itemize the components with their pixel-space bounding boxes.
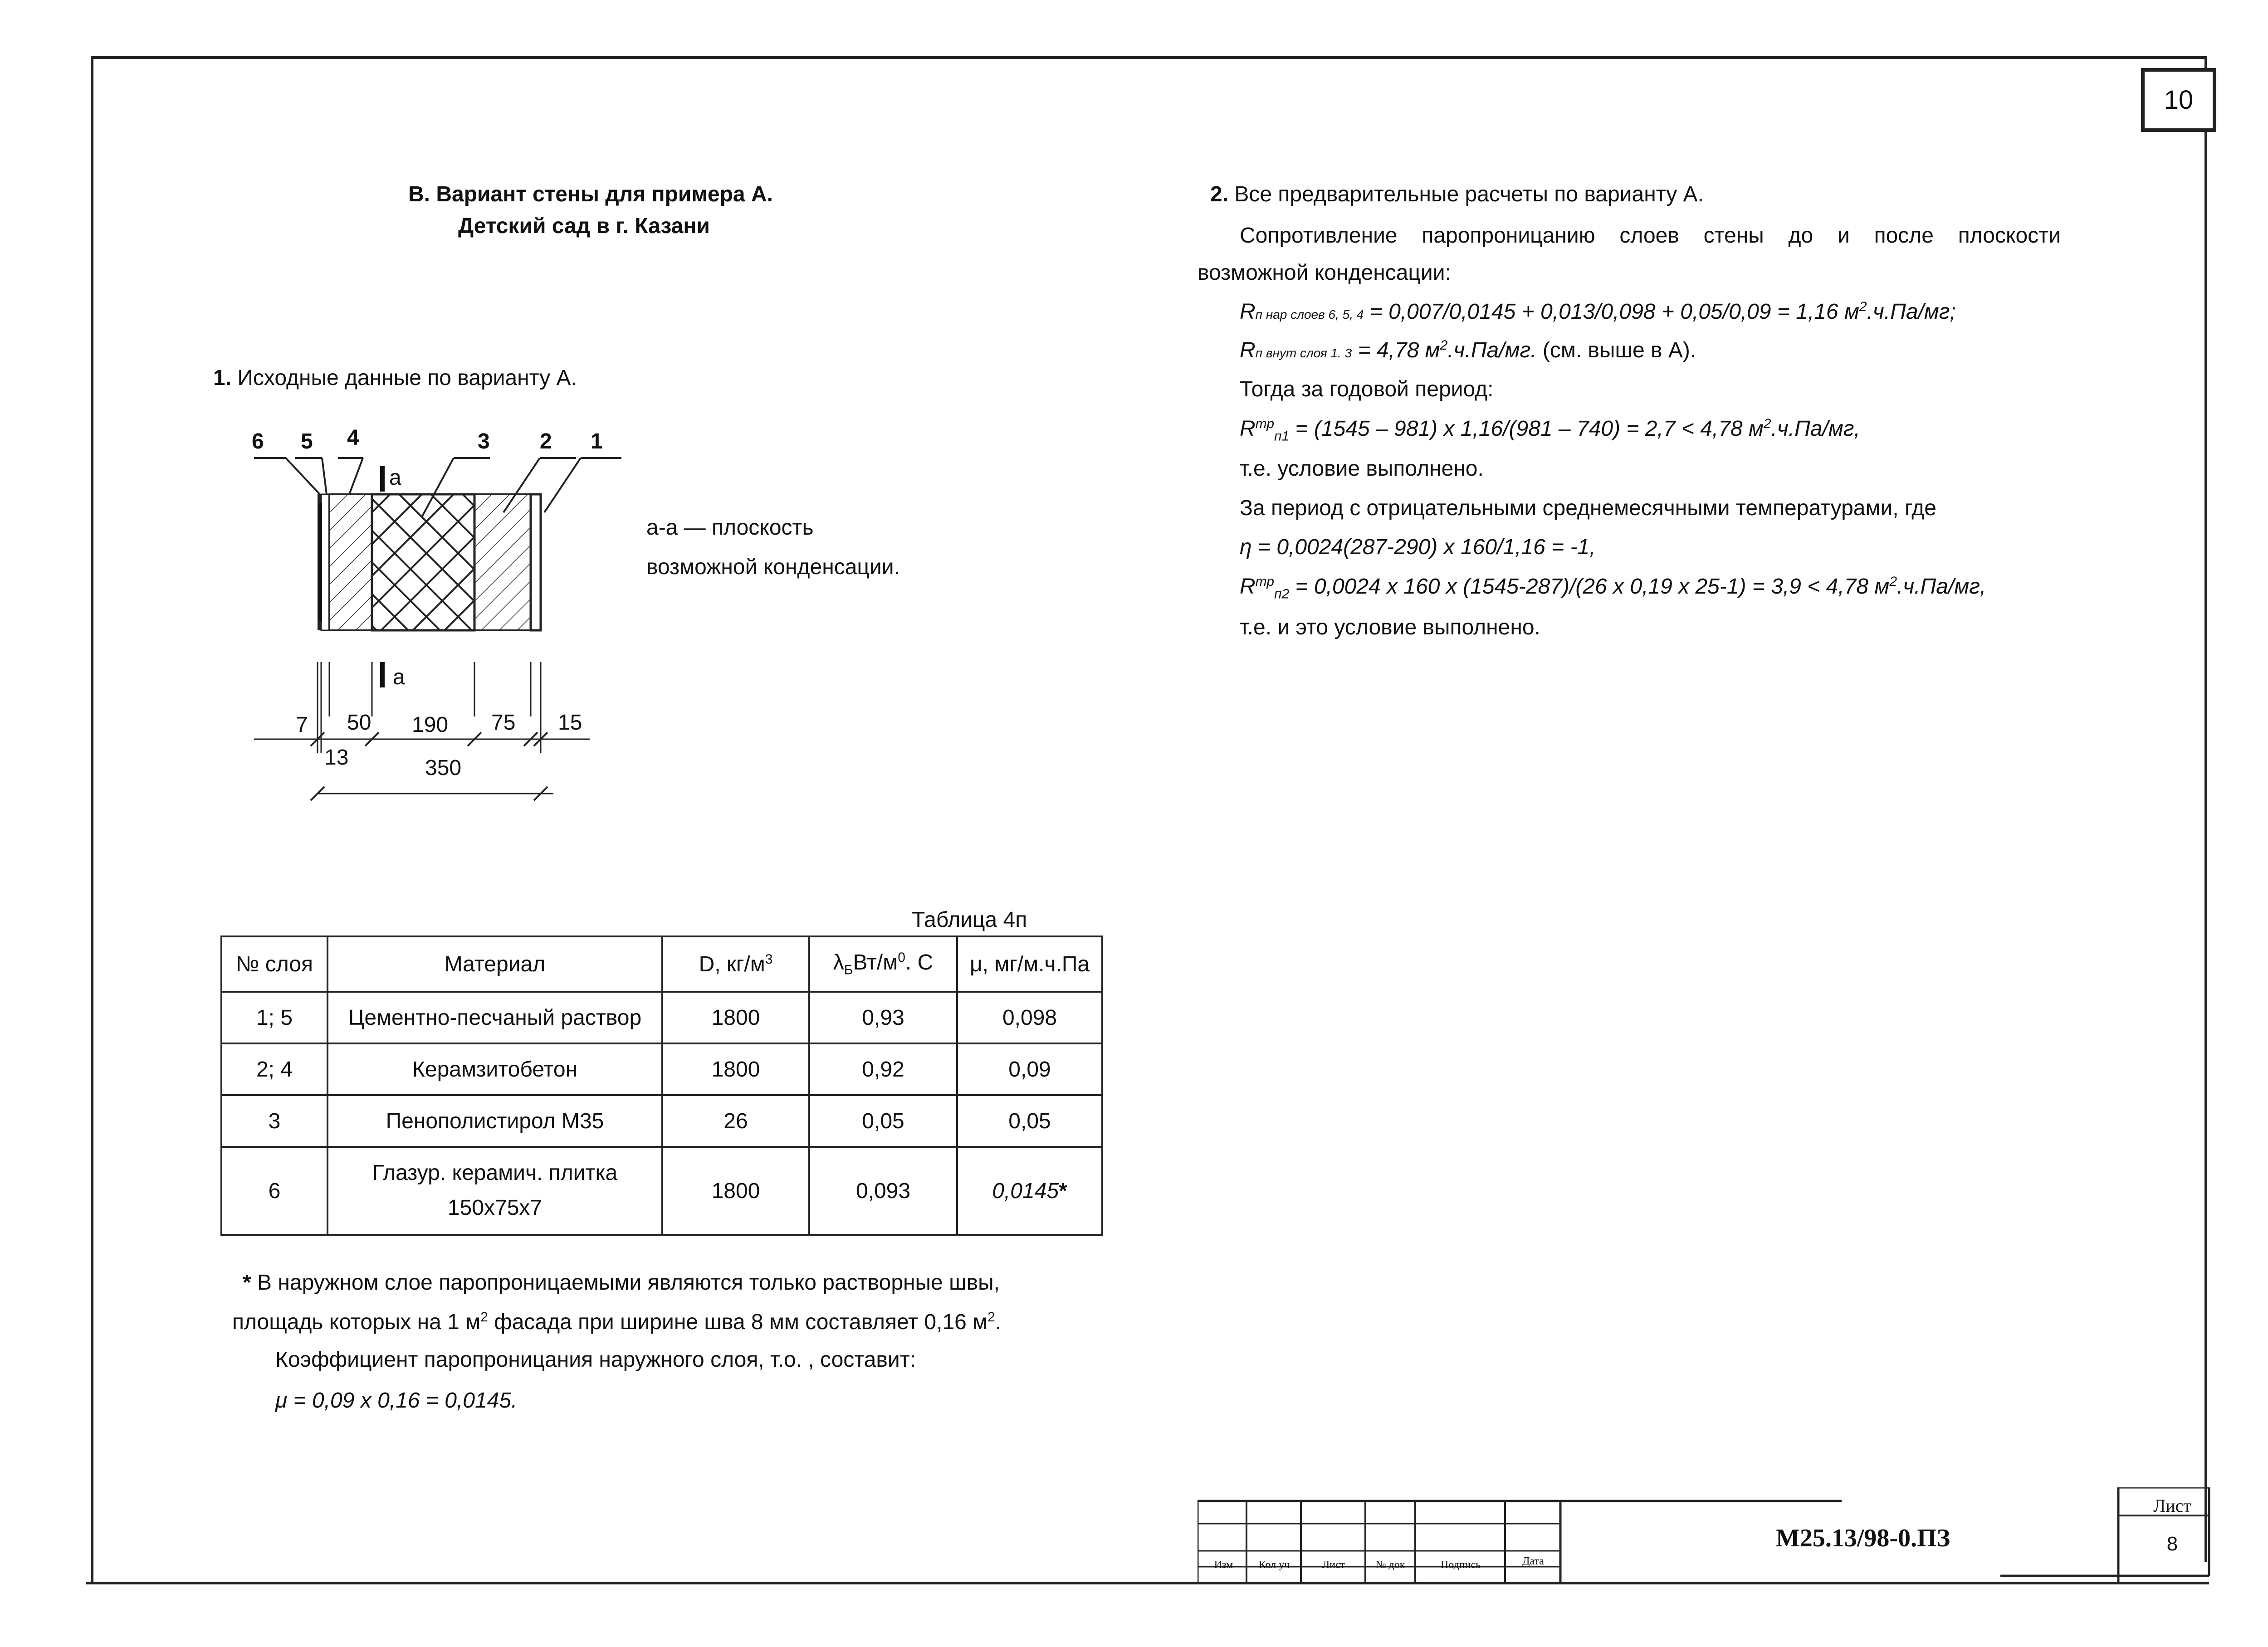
- cell-mu: 0,05: [957, 1095, 1102, 1147]
- cell-lambda: 0,093: [809, 1147, 957, 1235]
- cell-material: [327, 1147, 662, 1235]
- formula-rtr2: $R^{тр}_{п2} = 0,0024$ х 160 х (1545-287)/(26 х 0,19 х 25-1) = 3,9 < 4,78 $м^2.ч.Па/мг$,: [1240, 574, 1986, 602]
- tb-header-kol-uch: Кол уч: [1258, 1559, 1290, 1571]
- sheet-number: 8: [2166, 1533, 2178, 1555]
- page-number: 10: [2141, 68, 2216, 132]
- layer-label-2: 2: [540, 429, 552, 453]
- header-density: D, $кг/м^3$: [662, 936, 809, 992]
- section-mark-top: а: [389, 466, 401, 490]
- table-row: [221, 1147, 1102, 1235]
- condition-1: т.е. условие выполнено.: [1240, 457, 1484, 481]
- table-row: [221, 992, 1102, 1043]
- header-layer: № слоя: [221, 936, 327, 992]
- cell-layer: 6: [221, 1147, 327, 1235]
- layer-label-5: 5: [301, 429, 313, 453]
- frame-right: [2204, 56, 2207, 1562]
- cell-layer: 1; 5: [221, 992, 327, 1043]
- layer-label-3: 3: [478, 429, 490, 453]
- header-material: Материал: [327, 936, 662, 992]
- section-b-title: В. Вариант стены для примера А.: [408, 182, 773, 206]
- dim-7: 7: [296, 713, 308, 737]
- document-code: М25.13/98-0.ПЗ: [1776, 1524, 1950, 1552]
- formula-rtr1: $R^{тр}_{п1} = (1545 - 981)$ х 1,16/(981 – 740) = 2,7 < 4,78 $м^2.ч.Па/мг$,: [1240, 416, 1860, 444]
- materials-table: [220, 936, 1103, 1236]
- cell-density: 1800: [662, 992, 809, 1043]
- cell-material-line2: 150х75х7: [447, 1196, 543, 1220]
- footnote-line1: * В наружном слое паропроницаемыми являются только растворные швы,: [243, 1271, 1000, 1295]
- formula-r-vnut: Rп внут слоя 1. 3 = 4,78 $м^2.ч.Па/мг$. (см. выше в А).: [1240, 338, 1696, 362]
- layer-label-4: 4: [347, 426, 359, 450]
- title-block-grid: [1198, 1487, 2218, 1587]
- section-1-heading: [213, 367, 577, 389]
- cell-layer: 2; 4: [221, 1043, 327, 1095]
- dim-50: 50: [347, 711, 371, 735]
- table-row: [221, 1095, 1102, 1147]
- dim-190: 190: [412, 713, 449, 737]
- condensation-note-line2: возможной конденсации.: [646, 555, 900, 579]
- tb-header-date: Дата: [1522, 1555, 1544, 1567]
- footnote-star: *: [243, 1271, 251, 1295]
- layer-5-mortar: [321, 494, 329, 630]
- section-2-line1: 2. Все предварительные расчеты по варианту А.: [1210, 182, 1704, 206]
- footnote-line2: площадь которых на 1 $м^2$ фасада при ширине шва 8 мм составляет 0,16 $м^2$.: [232, 1310, 1002, 1334]
- tb-header-doc: № док: [1375, 1559, 1405, 1571]
- tb-header-list: Лист: [1322, 1559, 1345, 1571]
- section-mark-bottom: а: [393, 665, 405, 689]
- layer-2-claycrete: [474, 494, 531, 630]
- cell-mu: 0,098: [957, 992, 1102, 1043]
- cell-density: 1800: [662, 1147, 809, 1235]
- table-header-row: [221, 936, 1102, 992]
- cell-lambda: 0,93: [809, 992, 957, 1043]
- cell-layer: 3: [221, 1095, 327, 1147]
- condensation-note-line1: а-а — плоскость: [646, 516, 814, 540]
- section-1-number: 1.: [213, 366, 232, 390]
- header-lambda: $\lambda_БВт/м^0$. С: [809, 936, 957, 992]
- section-1-text: Исходные данные по варианту А.: [237, 366, 577, 390]
- negative-period-line: За период с отрицательными среднемесячными температурами, где: [1240, 496, 1936, 520]
- cell-density: 1800: [662, 1043, 809, 1095]
- section-2-line2: Сопротивление паропроницанию слоев стены до и после плоскости: [1240, 224, 2061, 248]
- cell-mu: 0,09: [957, 1043, 1102, 1095]
- cell-material: Керамзитобетон: [327, 1043, 662, 1095]
- dim-15: 15: [558, 711, 582, 735]
- layer-label-1: 1: [591, 429, 603, 453]
- cell-density: 26: [662, 1095, 809, 1147]
- frame-left: [91, 56, 93, 1584]
- section-2-line3: возможной конденсации:: [1198, 261, 1451, 285]
- sheet-label: Лист: [2153, 1496, 2191, 1516]
- layer-label-6: 6: [252, 429, 264, 453]
- table-row: [221, 1043, 1102, 1095]
- cell-mu: 0,0145*: [957, 1147, 1102, 1235]
- dim-13: 13: [324, 746, 349, 770]
- cell-material: Цементно-песчаный раствор: [327, 992, 662, 1043]
- formula-eta: η = 0,0024(287-290) х 160/1,16 = -1,: [1240, 535, 1596, 559]
- dim-total-350: 350: [425, 756, 462, 780]
- section-b-subtitle: Детский сад в г. Казани: [458, 214, 710, 238]
- cell-material-line1: Глазур. керамич. плитка: [372, 1161, 618, 1185]
- footnote-line3: Коэффициент паропроницания наружного слоя, т.о. , составит:: [275, 1348, 916, 1372]
- cell-material: Пенополистирол М35: [327, 1095, 662, 1147]
- dim-75: 75: [491, 711, 516, 735]
- condition-2: т.е. и это условие выполнено.: [1240, 615, 1540, 639]
- formula-r-nar: Rп нар слоев 6, 5, 4 = 0,007/0,0145 + 0,013/0,098 + 0,05/0,09 = 1,16 $м^2.ч.Па/мг$;: [1240, 299, 1956, 324]
- header-mu: μ, мг/м.ч.Па: [957, 936, 1102, 992]
- annual-period-line: Тогда за годовой период:: [1240, 377, 1494, 401]
- layer-1-mortar: [531, 494, 541, 630]
- footnote-formula: μ = 0,09 х 0,16 = 0,0145.: [275, 1389, 518, 1413]
- layer-4-claycrete: [329, 494, 372, 630]
- tb-header-izm: Изм: [1214, 1559, 1233, 1571]
- frame-top: [91, 56, 2204, 59]
- asterisk-mark: *: [1059, 1179, 1067, 1203]
- tb-header-signature: Подпись: [1440, 1559, 1481, 1571]
- table-caption: Таблица 4п: [912, 908, 1027, 932]
- cell-lambda: 0,92: [809, 1043, 957, 1095]
- cell-lambda: 0,05: [809, 1095, 957, 1147]
